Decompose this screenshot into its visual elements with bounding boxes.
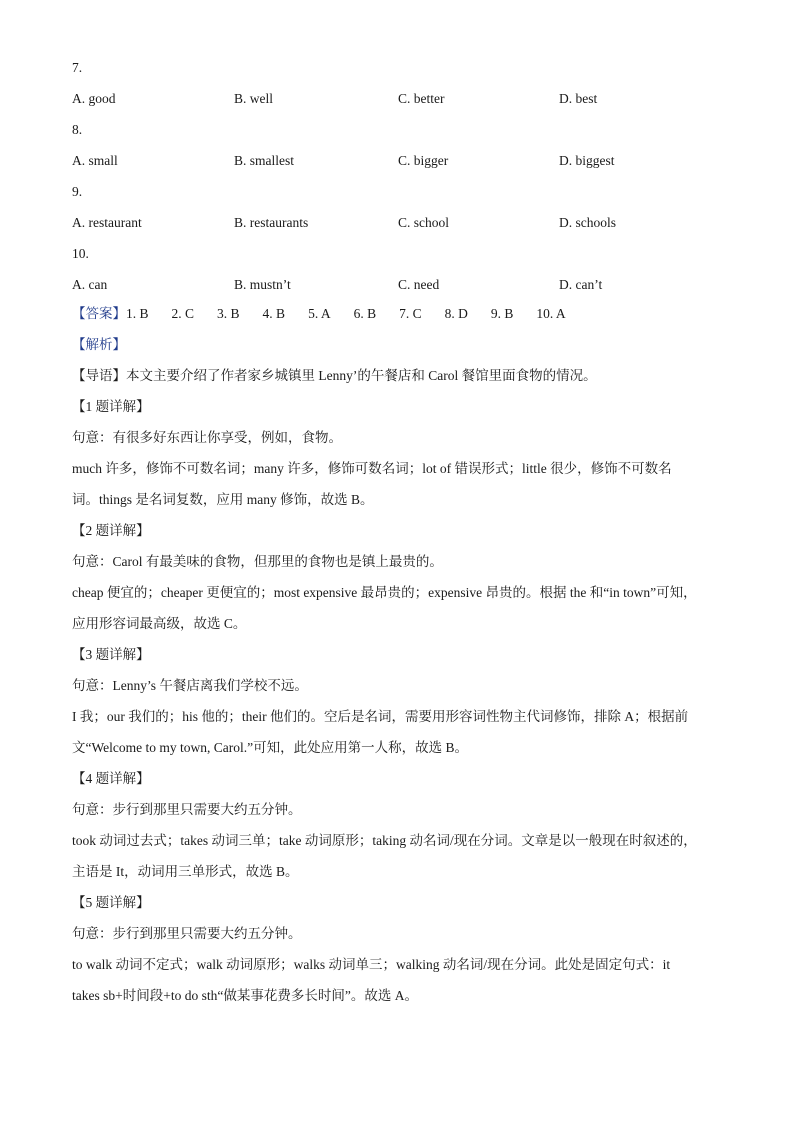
detail-line: took 动词过去式；takes 动词三单；take 动词原形；taking 动名词/现在分词。文章是以一般现在时叙述的， bbox=[72, 833, 697, 848]
intro-text: 本文主要介绍了作者家乡城镇里 Lenny’的午餐店和 Carol 餐馆里面食物的情况。 bbox=[126, 368, 597, 383]
detail-line: 文“Welcome to my town, Carol.”可知，此处应用第一人称，故选 B。 bbox=[72, 740, 468, 755]
question-number: 9. bbox=[72, 184, 83, 199]
option-c: C. better bbox=[398, 91, 445, 106]
detail-title: 【1 题详解】 bbox=[72, 399, 150, 414]
detail-line: 词。things 是名词复数，应用 many 修饰，故选 B。 bbox=[72, 492, 374, 507]
question-number: 7. bbox=[72, 60, 83, 75]
question-options bbox=[72, 215, 722, 231]
detail-meaning: 句意：步行到那里只需要大约五分钟。 bbox=[72, 926, 302, 941]
option-c: C. school bbox=[398, 215, 450, 230]
option-b: B. smallest bbox=[234, 153, 294, 168]
question-options bbox=[72, 277, 722, 293]
question-options bbox=[72, 91, 722, 107]
answer-item: 9. B bbox=[490, 306, 514, 321]
option-d: D. biggest bbox=[559, 153, 615, 168]
option-b: B. well bbox=[234, 91, 273, 106]
question-options bbox=[72, 153, 722, 169]
detail-line: 主语是 It，动词用三单形式，故选 B。 bbox=[72, 864, 299, 879]
detail-line: takes sb+时间段+to do sth“做某事花费多长时间”。故选 A。 bbox=[72, 988, 418, 1003]
option-b: B. restaurants bbox=[234, 215, 309, 230]
question-number: 8. bbox=[72, 122, 83, 137]
option-d: D. best bbox=[559, 91, 598, 106]
detail-line: 应用形容词最高级，故选 C。 bbox=[72, 616, 247, 631]
answer-item: 7. C bbox=[399, 306, 422, 321]
intro-label: 【导语】 bbox=[72, 368, 126, 383]
analysis-label: 【解析】 bbox=[72, 337, 126, 352]
detail-title: 【5 题详解】 bbox=[72, 895, 150, 910]
option-a: A. small bbox=[72, 153, 118, 168]
document-page bbox=[72, 60, 722, 1004]
answer-item: 3. B bbox=[217, 306, 240, 321]
answer-item: 4. B bbox=[262, 306, 286, 321]
option-c: C. bigger bbox=[398, 153, 449, 168]
detail-line: cheap 便宜的；cheaper 更便宜的；most expensive 最昂贵的；expensive 昂贵的。根据 the 和“in town”可知， bbox=[72, 585, 697, 600]
option-a: A. restaurant bbox=[72, 215, 142, 230]
detail-line: much 许多，修饰不可数名词；many 许多，修饰可数名词；lot of 错误形式；little 很少，修饰不可数名 bbox=[72, 461, 672, 476]
answer-item: 6. B bbox=[353, 306, 377, 321]
answer-item: 1. B bbox=[126, 306, 149, 321]
option-b: B. mustn’t bbox=[234, 277, 291, 292]
detail-meaning: 句意：Carol 有最美味的食物，但那里的食物也是镇上最贵的。 bbox=[72, 554, 443, 569]
intro-line bbox=[72, 368, 722, 384]
detail-meaning: 句意：步行到那里只需要大约五分钟。 bbox=[72, 802, 302, 817]
detail-title: 【4 题详解】 bbox=[72, 771, 150, 786]
question-number: 10. bbox=[72, 246, 89, 261]
answer-label: 【答案】 bbox=[72, 306, 126, 321]
answer-item: 2. C bbox=[171, 306, 195, 321]
option-d: D. can’t bbox=[559, 277, 603, 292]
detail-title: 【3 题详解】 bbox=[72, 647, 150, 662]
detail-line: to walk 动词不定式；walk 动词原形；walks 动词单三；walking 动名词/现在分词。此处是固定句式：it bbox=[72, 957, 671, 972]
answer-key bbox=[72, 306, 722, 322]
detail-meaning: 句意：有很多好东西让你享受，例如，食物。 bbox=[72, 430, 342, 445]
option-a: A. good bbox=[72, 91, 116, 106]
answer-item: 5. A bbox=[308, 306, 331, 321]
option-c: C. need bbox=[398, 277, 440, 292]
answer-item: 10. A bbox=[536, 306, 566, 321]
answer-item: 8. D bbox=[444, 306, 468, 321]
detail-title: 【2 题详解】 bbox=[72, 523, 150, 538]
detail-line: I 我；our 我们的；his 他的；their 他们的。空后是名词，需要用形容词性物主代词修饰，排除 A；根据前 bbox=[72, 709, 689, 724]
option-d: D. schools bbox=[559, 215, 616, 230]
detail-meaning: 句意：Lenny’s 午餐店离我们学校不远。 bbox=[72, 678, 308, 693]
option-a: A. can bbox=[72, 277, 108, 292]
